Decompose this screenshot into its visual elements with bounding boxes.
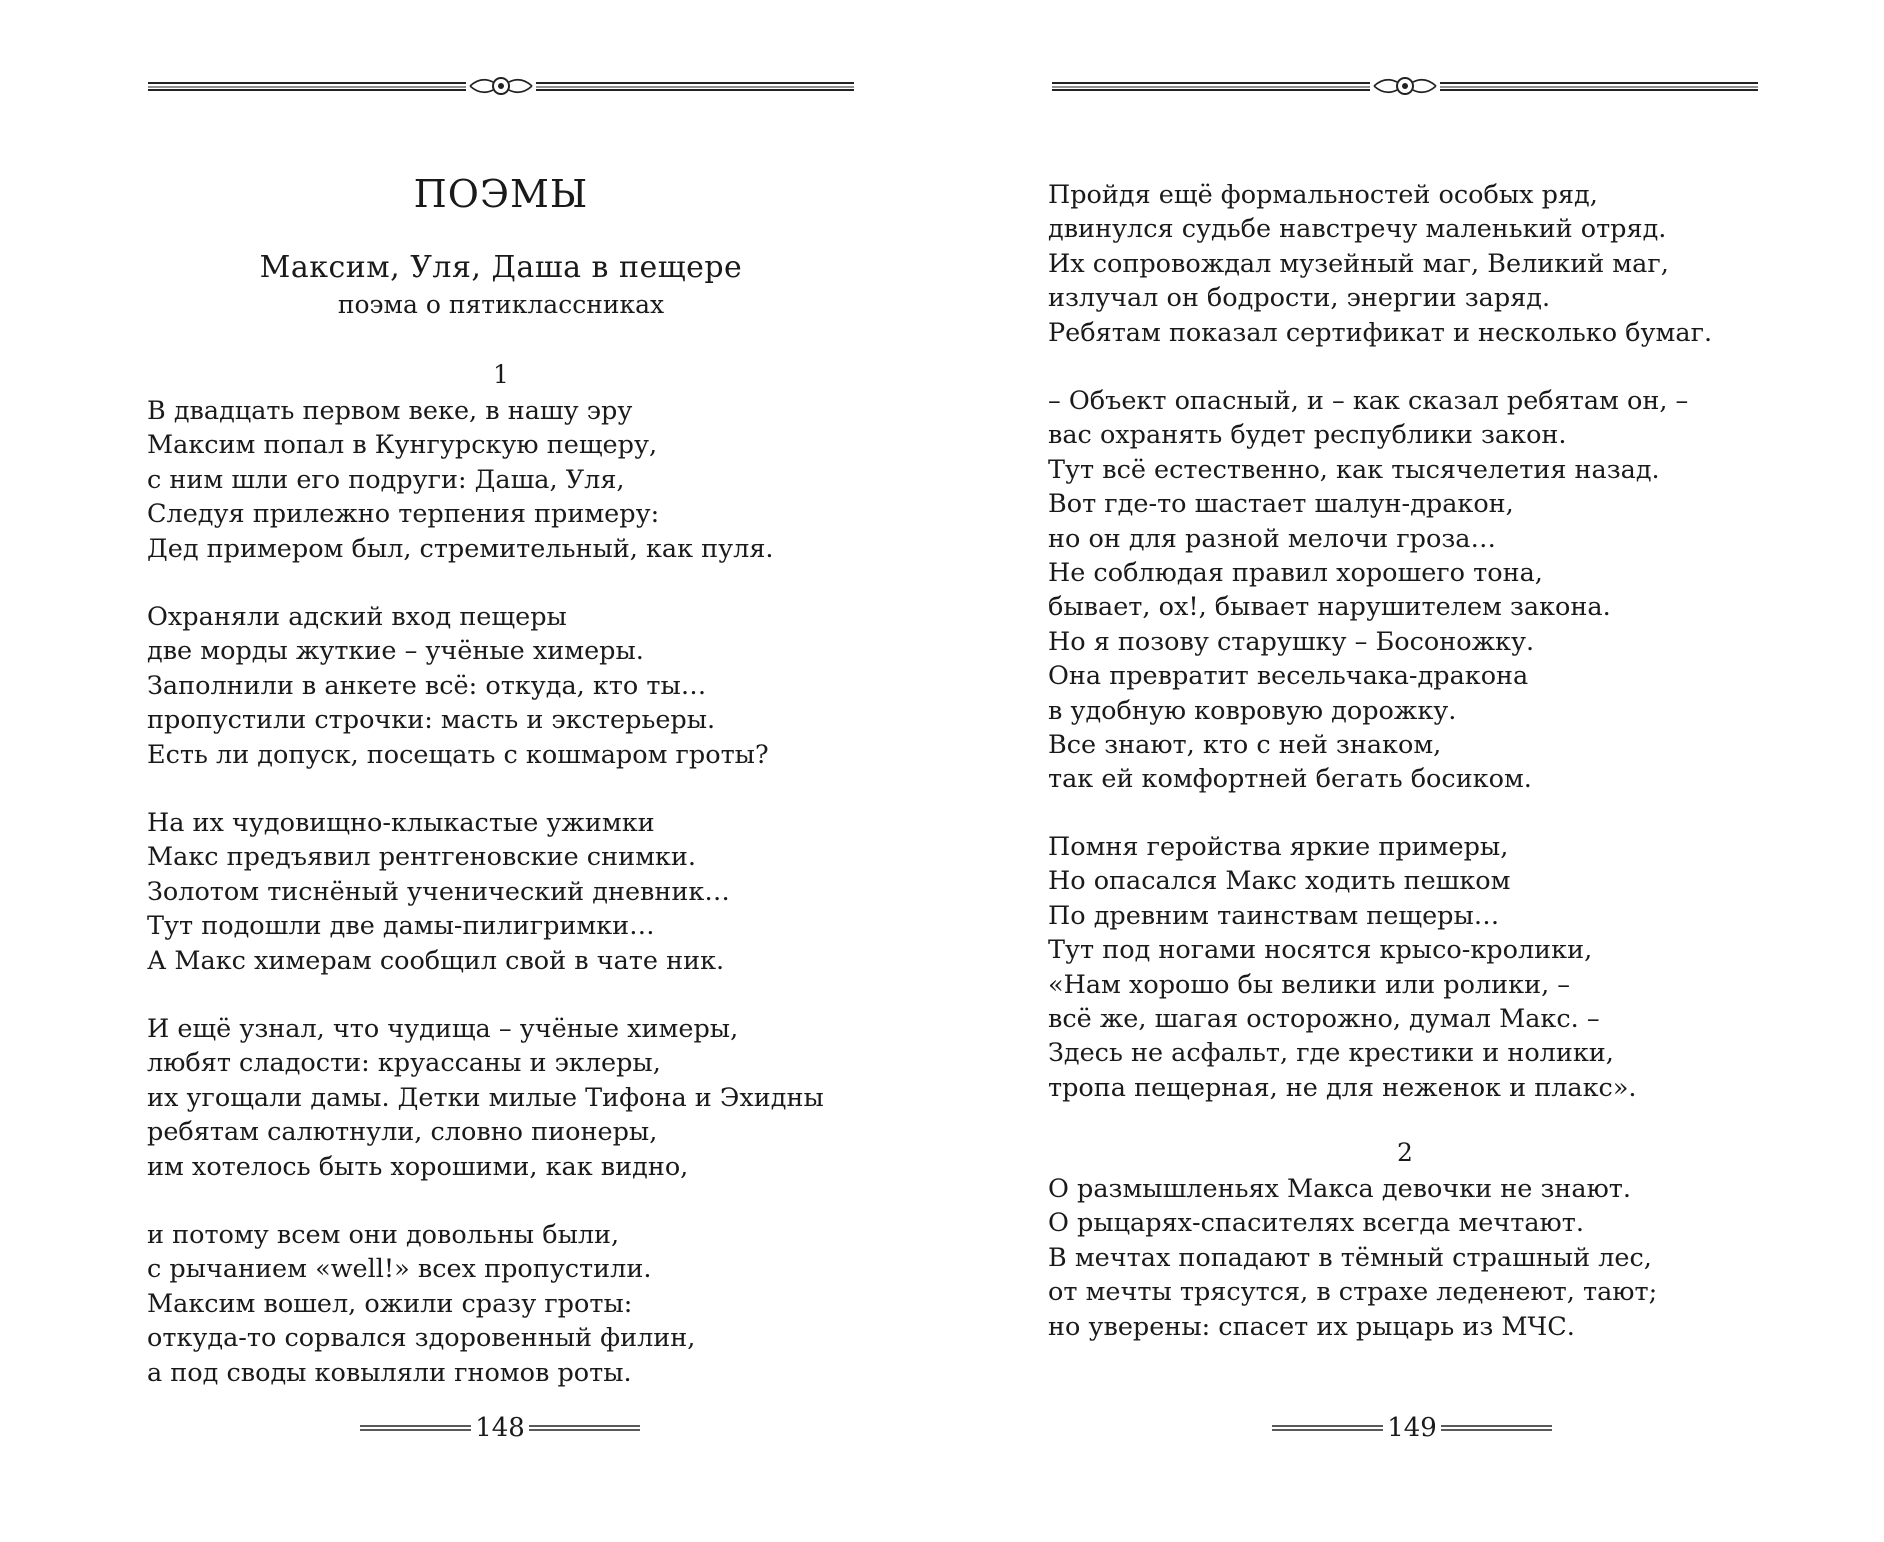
verse-line: Дед примером был, стремительный, как пуля. xyxy=(147,533,774,564)
verse-line: от мечты трясутся, в страхе леденеют, тают; xyxy=(1048,1277,1658,1308)
verse-line: любят сладости: круассаны и эклеры, xyxy=(147,1048,661,1079)
stanza xyxy=(1048,1172,1788,1344)
stanza xyxy=(1048,178,1788,350)
verse-line: так ей комфортней бегать босиком. xyxy=(1048,764,1532,795)
stanza xyxy=(147,600,867,772)
verse-line: О рыцарях-спасителях всегда мечтают. xyxy=(1048,1208,1584,1239)
stanza xyxy=(147,806,867,978)
verse-line: Пройдя ещё формальностей особых ряд, xyxy=(1048,180,1598,210)
verse-line: с рычанием «well!» всех пропустили. xyxy=(147,1254,652,1285)
verse-line: Макс предъявил рентгеновские снимки. xyxy=(147,842,696,873)
footer-rule xyxy=(360,1423,471,1433)
stanza xyxy=(147,394,867,566)
verse-line: Максим вошел, ожили сразу гроты: xyxy=(147,1288,633,1319)
verse-line: О размышленьях Макса девочки не знают. xyxy=(1048,1174,1631,1204)
stanza xyxy=(147,1012,867,1184)
poem-title: Максим, Уля, Даша в пещере xyxy=(259,250,743,285)
verse-line: но он для разной мелочи гроза… xyxy=(1048,523,1496,554)
verse-line: В мечтах попадают в тёмный страшный лес, xyxy=(1048,1242,1652,1273)
header-rule xyxy=(148,74,854,98)
stanza xyxy=(147,1218,867,1390)
verse-line: их угощали дамы. Детки милые Тифона и Эхидны xyxy=(147,1082,824,1113)
verse-line: Но я позову старушку – Босоножку. xyxy=(1048,626,1535,657)
verse-line: но уверены: спасет их рыцарь из МЧС. xyxy=(1048,1311,1575,1342)
part-number: 1 xyxy=(493,360,509,389)
verse-line: пропустили строчки: масть и экстерьеры. xyxy=(147,705,716,736)
part-number: 2 xyxy=(1397,1138,1413,1167)
verse-line: На их чудовищно-клыкастые ужимки xyxy=(147,808,655,838)
verse-line: тропа пещерная, не для неженок и плакс». xyxy=(1048,1072,1637,1103)
section-title: ПОЭМЫ xyxy=(413,172,589,216)
verse-line: в удобную ковровую дорожку. xyxy=(1048,695,1457,726)
stanza xyxy=(1048,384,1788,797)
verse-line: бывает, ох!, бывает нарушителем закона. xyxy=(1048,592,1611,623)
stanza xyxy=(1048,830,1788,1105)
verse-line: Заполнили в анкете всё: откуда, кто ты… xyxy=(147,670,707,701)
verse-line: вас охранять будет республики закон. xyxy=(1048,420,1567,451)
verse-line: Есть ли допуск, посещать с кошмаром гроты? xyxy=(147,739,769,770)
verse-line: две морды жуткие – учёные химеры. xyxy=(147,636,644,667)
verse-line: Все знают, кто с ней знаком, xyxy=(1048,730,1442,761)
verse-line: откуда-то сорвался здоровенный филин, xyxy=(147,1323,696,1354)
verse-line: И ещё узнал, что чудища – учёные химеры, xyxy=(147,1014,739,1044)
page-number: 148 xyxy=(475,1413,525,1443)
verse-line: двинулся судьбе навстречу маленький отряд. xyxy=(1048,214,1667,245)
footer-rule xyxy=(1272,1423,1383,1433)
page-number-footer xyxy=(1272,1408,1552,1448)
verse-line: Тут подошли две дамы-пилигримки… xyxy=(147,911,655,942)
verse-line: а под своды ковыляли гномов роты. xyxy=(147,1357,632,1388)
footer-rule xyxy=(1441,1423,1552,1433)
floral-ornament-icon xyxy=(148,74,854,98)
verse-line: Вот где-то шастает шалун-дракон, xyxy=(1048,489,1514,520)
verse-line: Тут всё естественно, как тысячелетия назад. xyxy=(1048,454,1660,485)
footer-rule xyxy=(529,1423,640,1433)
verse-line: Охраняли адский вход пещеры xyxy=(147,602,567,632)
verse-line: А Макс химерам сообщил свой в чате ник. xyxy=(147,945,725,976)
verse-line: Не соблюдая правил хорошего тона, xyxy=(1048,558,1543,589)
verse-line: Она превратит весельчака-дракона xyxy=(1048,661,1529,692)
verse-line: ребятам салютнули, словно пионеры, xyxy=(147,1117,658,1148)
verse-line: По древним таинствам пещеры… xyxy=(1048,900,1500,931)
verse-line: Следуя прилежно терпения примеру: xyxy=(147,499,660,530)
verse-line: В двадцать первом веке, в нашу эру xyxy=(147,396,633,426)
verse-line: с ним шли его подруги: Даша, Уля, xyxy=(147,464,625,495)
page-number: 149 xyxy=(1387,1413,1437,1443)
verse-line: Но опасался Макс ходить пешком xyxy=(1048,866,1511,897)
verse-line: излучал он бодрости, энергии заряд. xyxy=(1048,283,1551,314)
verse-line: Ребятам показал сертификат и несколько бумаг. xyxy=(1048,317,1713,348)
floral-ornament-icon xyxy=(1052,74,1758,98)
page-number-footer xyxy=(360,1408,640,1448)
right-page xyxy=(942,0,1884,1542)
verse-line: Максим попал в Кунгурскую пещеру, xyxy=(147,430,658,461)
verse-line: Золотом тиснёный ученический дневник… xyxy=(147,876,730,907)
header-rule xyxy=(1052,74,1758,98)
verse-line: Помня геройства яркие примеры, xyxy=(1048,832,1509,862)
verse-line: им хотелось быть хорошими, как видно, xyxy=(147,1151,689,1182)
verse-line: Тут под ногами носятся крысо-кролики, xyxy=(1048,935,1593,966)
poem-subtitle: поэма о пятиклассниках xyxy=(337,290,665,319)
verse-line: «Нам хорошо бы велики или ролики, – xyxy=(1048,969,1571,1000)
verse-line: Здесь не асфальт, где крестики и нолики, xyxy=(1048,1038,1614,1069)
verse-line: всё же, шагая осторожно, думал Макс. – xyxy=(1048,1004,1600,1035)
verse-line: – Объект опасный, и – как сказал ребятам он, – xyxy=(1048,386,1689,416)
verse-line: Их сопровождал музейный маг, Великий маг, xyxy=(1048,248,1669,279)
verse-line: и потому всем они довольны были, xyxy=(147,1220,620,1250)
